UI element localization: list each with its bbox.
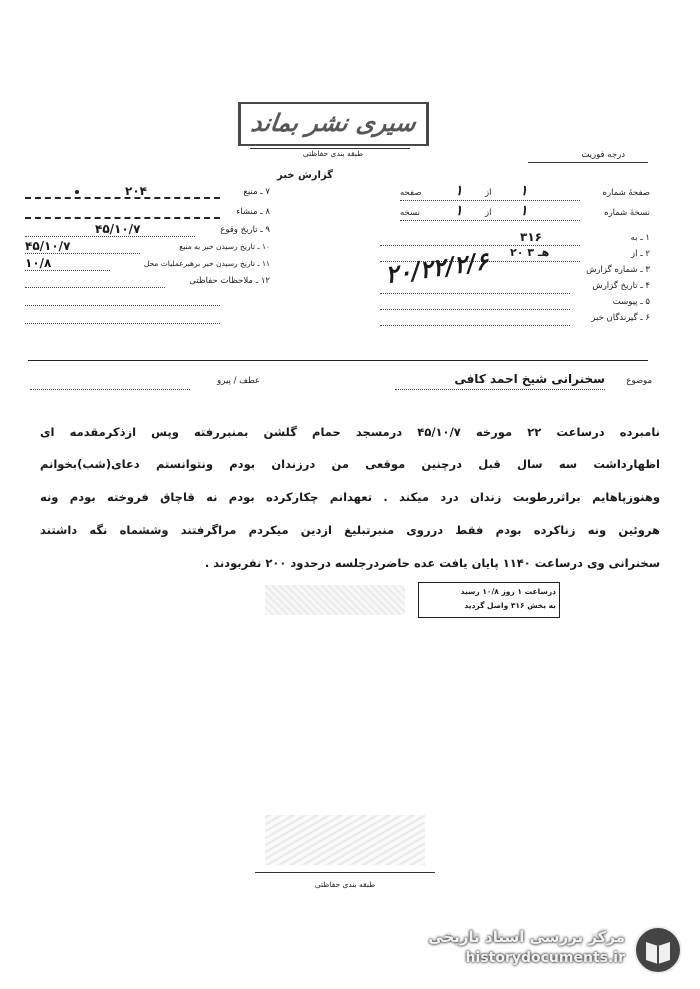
book-logo-icon	[632, 924, 684, 976]
occurrence-date-value: ۴۵/۱۰/۷	[95, 222, 141, 236]
recipients-label: ۶ ـ گیرندگان خبر	[591, 313, 650, 323]
footer-classification-label: طبقه بندی حفاظتی	[314, 880, 376, 889]
classification-stamp-text: سیری نشر بماند	[249, 108, 418, 137]
subject-label: موضوع	[626, 376, 652, 386]
classification-stamp	[238, 102, 429, 146]
body-line: سخنرانی وی درساعت ۱۱۴۰ پایان یافت عده حاضردرجلسه درحدود ۲۰۰ نفربودند .	[204, 556, 660, 570]
receipt-stamp	[418, 582, 560, 618]
received-source-date-value: ۴۵/۱۰/۷	[25, 239, 71, 253]
classification-label: طبقه بندی حفاظتی	[302, 149, 364, 158]
received-source-date-label: ۱۰ ـ تاریخ رسیدن خبر به منبع	[179, 242, 270, 251]
source-value: ۲۰۴	[125, 184, 147, 198]
page-number-label: صفحهٔ شماره	[602, 188, 650, 198]
page-of-value: ۱	[455, 183, 463, 199]
body-line: نامبرده درساعت ۲۲ مورخه ۴۵/۱۰/۷ درمسجد حمام گلشن بمنبررفته وپس ازذکرمقدمه ای	[40, 425, 660, 439]
copy-number-label: نسخهٔ شماره	[604, 208, 650, 218]
to-value: ۳۱۶	[520, 230, 542, 244]
footer-stamp	[265, 815, 425, 865]
report-date-label: ۴ ـ تاریخ گزارش	[592, 281, 650, 291]
page-of-label: از	[485, 188, 492, 198]
source-label: ۷ ـ منبع	[243, 187, 270, 197]
body-line: هروئین ونه زناکرده بودم فقط درروی منبرتبلیغ ازدین میکردم مراگرفتند وششماه نگه داشتند	[40, 523, 660, 537]
received-ops-date-value: ۱۰/۸	[25, 256, 52, 270]
received-ops-date-label: ۱۱ ـ تاریخ رسیدن خبر برهبرعملیات محل	[143, 259, 270, 268]
report-title: گزارش خبر	[276, 170, 333, 181]
report-number-label: ۳ ـ شماره گزارش	[586, 265, 650, 275]
watermark-org-name: مرکز بررسی اسناد تاریخی	[428, 928, 625, 946]
signature-mark	[265, 585, 405, 615]
from-value: ۲۰ هـ ۳	[510, 246, 550, 259]
receipt-stamp-line2: به بخش ۳۱۶ واصل گردید	[464, 601, 556, 610]
copy-of-value: ۱	[455, 203, 463, 219]
subject-value: سخنرانی شیخ احمد کافی	[454, 372, 605, 386]
classification-stamp-area	[228, 98, 438, 158]
right-fields	[380, 183, 650, 333]
report-number-value: ۲۰/۲۲/۲/۶	[383, 245, 491, 290]
copy-tail-label: نسخه	[400, 208, 420, 218]
to-label: ۱ ـ به	[630, 233, 650, 243]
urgency-label: درجه فوریت	[581, 150, 625, 160]
occurrence-date-label: ۹ ـ تاریخ وقوع	[220, 225, 270, 235]
body-line: اظهارداشت سه سال قبل درچنین موقعی من درزندان بودم ونتوانستم دعای(شب)بخوانم	[40, 457, 660, 471]
receipt-stamp-line1: درساعت ۱ روز ۱۰/۸ رسید	[460, 587, 556, 596]
page-tail-label: صفحه	[400, 188, 422, 198]
watermark-site: historydocuments.ir	[465, 950, 625, 966]
page-number-value: ۱	[520, 183, 528, 199]
security-notes-label: ۱۲ ـ ملاحظات حفاظتی	[189, 276, 270, 286]
from-label: ۲ ـ از	[631, 249, 650, 259]
copy-of-label: از	[485, 208, 492, 218]
left-fields	[25, 183, 270, 343]
attachment-label: ۵ ـ پیوست	[612, 297, 650, 307]
reference-label: عطف / پیرو	[217, 376, 260, 386]
copy-number-value: ۱	[520, 203, 528, 219]
origin-label: ۸ ـ منشاء	[236, 207, 270, 217]
watermark	[400, 920, 690, 980]
body-line: وهنوزپاهایم براثررطوبت زندان درد میکند . تعهدانم چکارکرده بودم نه قاچاق فروخته بودم ونه	[40, 490, 660, 504]
